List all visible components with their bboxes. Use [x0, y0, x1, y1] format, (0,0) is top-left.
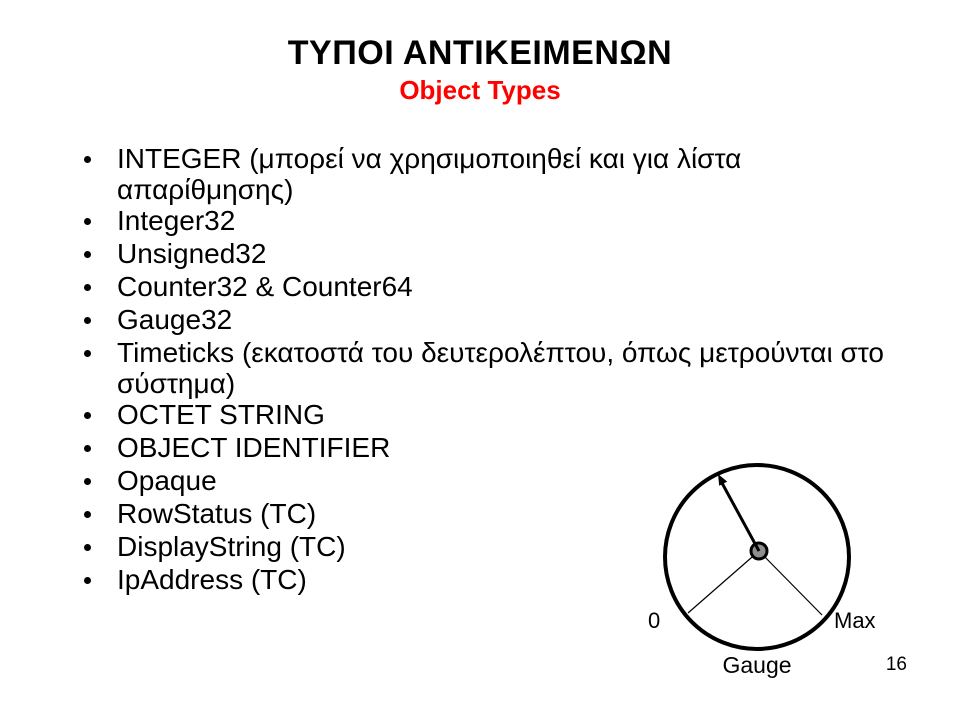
bullet-icon: [84, 412, 91, 419]
list-item-text: [117, 303, 824, 336]
list-item: [84, 336, 884, 399]
list-item-line: Unsigned32: [117, 238, 267, 269]
list-item-line: OBJECT IDENTIFIER: [117, 432, 391, 463]
bullet-icon: [84, 445, 91, 452]
bullet-icon: [84, 577, 91, 584]
bullet-icon: [84, 544, 91, 551]
list-item-line: Gauge32: [117, 304, 233, 335]
list-item-text: [117, 398, 824, 431]
list-item-text: [117, 204, 824, 237]
gauge-max-tick-line: [759, 551, 822, 615]
bullet-icon: [84, 317, 91, 324]
list-item: [84, 142, 824, 204]
bullet-icon: [84, 218, 91, 225]
list-item-line: OCTET STRING: [117, 399, 325, 430]
gauge-zero-tick-line: [688, 551, 759, 613]
list-item-text: [117, 237, 824, 270]
bullet-icon: [84, 251, 91, 258]
list-item: [84, 237, 824, 270]
list-item-text: [117, 336, 884, 399]
list-item-line: DisplayString (TC): [117, 531, 346, 562]
bullet-icon: [84, 478, 91, 485]
list-item-text: [117, 270, 824, 303]
bullet-icon: [84, 284, 91, 291]
list-item-line: Counter32 & Counter64: [117, 271, 413, 302]
list-item-line: IpAddress (TC): [117, 564, 307, 595]
list-item-line: σύστημα): [117, 368, 236, 399]
bullet-icon: [84, 511, 91, 518]
list-item: [84, 204, 824, 237]
list-item-line: INTEGER (μπορεί να χρησιμοποιηθεί και για λίστα: [117, 143, 742, 174]
gauge-needle: [722, 483, 759, 551]
gauge-diagram: [640, 440, 880, 680]
gauge-zero-label: 0: [648, 608, 661, 633]
slide-subtitle: Object Types: [399, 75, 561, 105]
bullet-icon: [84, 156, 91, 163]
list-item-text: [117, 142, 824, 204]
list-item: [84, 303, 824, 336]
page-number: 16: [885, 654, 907, 675]
bullet-icon: [84, 350, 91, 357]
list-item-line: RowStatus (TC): [117, 498, 317, 529]
list-item-line: Opaque: [117, 465, 217, 496]
list-item: [84, 398, 824, 431]
slide-title: ΤΥΠΟΙ ΑΝΤΙΚΕΙΜΕΝΩΝ: [287, 34, 673, 72]
list-item: [84, 270, 824, 303]
list-item-line: Timeticks (εκατοστά του δευτερολέπτου, όπως μετρούνται στο: [117, 337, 884, 368]
list-item-line: απαρίθμησης): [117, 174, 294, 205]
gauge-max-label: Max: [834, 608, 876, 633]
gauge-caption: Gauge: [722, 652, 792, 678]
list-item-line: Integer32: [117, 205, 236, 236]
